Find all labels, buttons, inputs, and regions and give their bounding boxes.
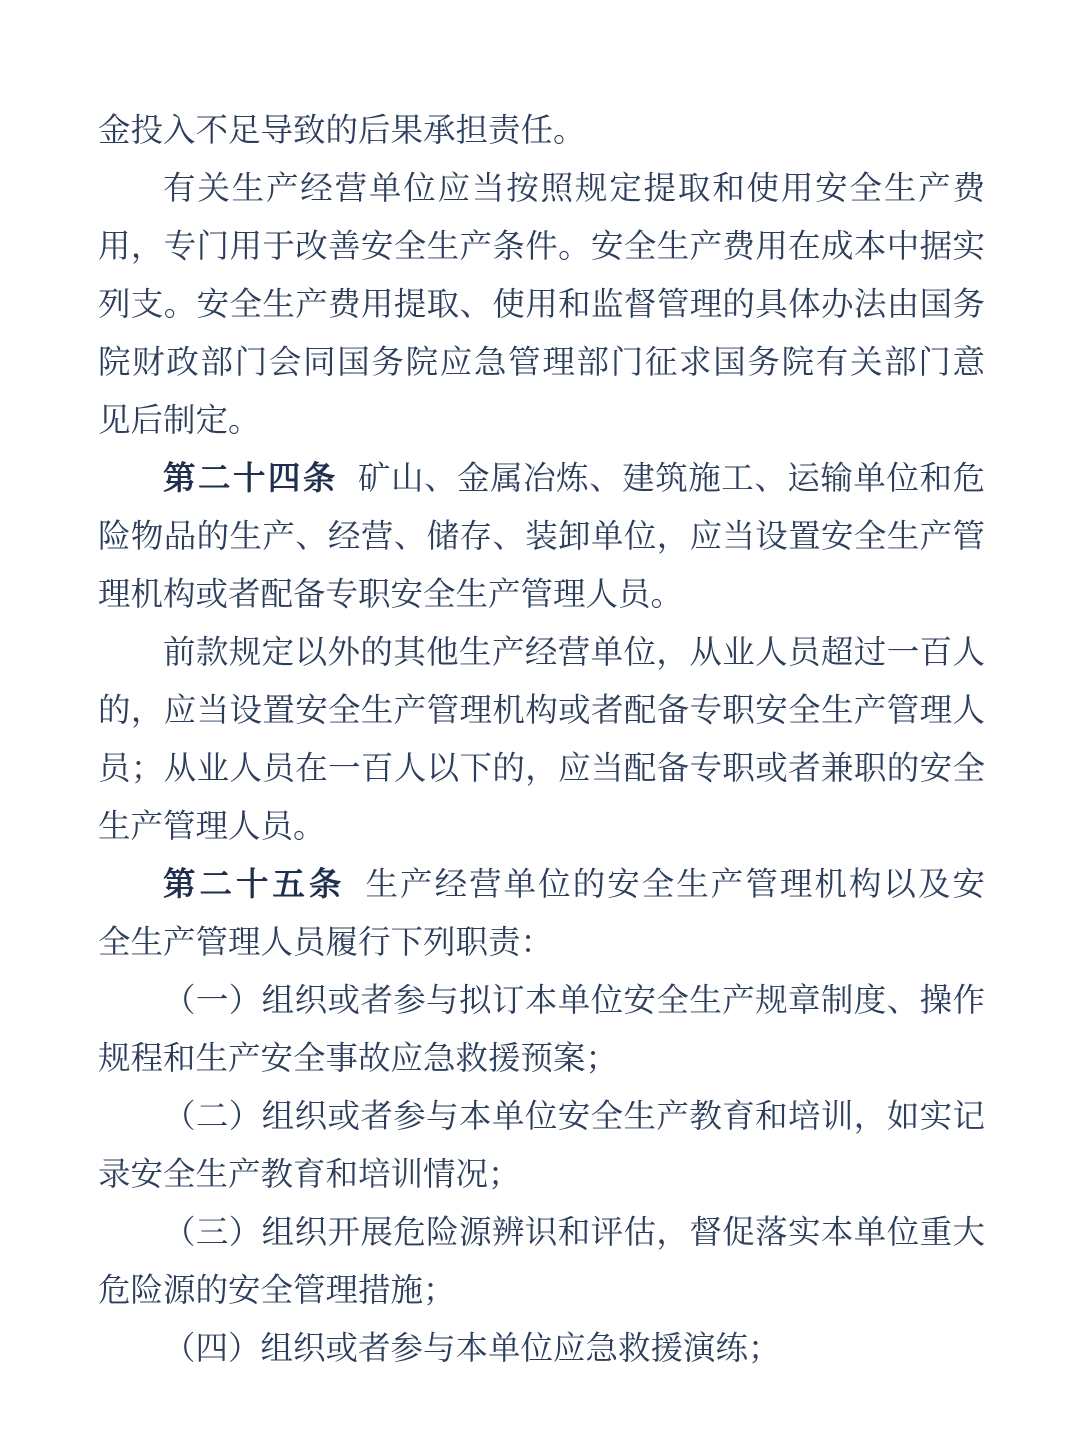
text-line [98,449,985,507]
text-line: 前款规定以外的其他生产经营单位，从业人员超过一百人 [163,633,985,671]
paragraph [98,159,985,449]
paragraph [98,855,985,971]
text-line: （四）组织或者参与本单位应急救援演练； [163,1329,781,1367]
paragraph [98,101,985,159]
text-line [98,855,985,913]
text-line: （三）组织开展危险源辨识和评估，督促落实本单位重大 [163,1213,985,1251]
paragraph [98,1203,985,1319]
text-line: 有关生产经营单位应当按照规定提取和使用安全生产费 [163,169,985,207]
paragraph [98,623,985,855]
text-line: 全生产管理人员履行下列职责： [98,923,554,961]
text-line: （一）组织或者参与拟订本单位安全生产规章制度、操作 [163,981,985,1019]
document-body [98,101,985,1377]
article-number: 第二十四条 [163,459,338,497]
article-first-line-text: 矿山、金属冶炼、建筑施工、运输单位和危 [358,459,985,497]
text-line: 列支。安全生产费用提取、使用和监督管理的具体办法由国务 [98,285,985,323]
text-line: 用，专门用于改善安全生产条件。安全生产费用在成本中据实 [98,227,985,265]
text-line: 金投入不足导致的后果承担责任。 [98,111,586,149]
article-number: 第二十五条 [163,865,346,903]
text-line: 规程和生产安全事故应急救援预案； [98,1039,619,1077]
paragraph [98,971,985,1087]
text-line: 理机构或者配备专职安全生产管理人员。 [98,575,684,613]
text-line: 危险源的安全管理措施； [98,1271,456,1309]
text-line: 院财政部门会同国务院应急管理部门征求国务院有关部门意 [98,343,985,381]
text-line: （二）组织或者参与本单位安全生产教育和培训，如实记 [163,1097,985,1135]
article-first-line-text: 生产经营单位的安全生产管理机构以及安 [365,865,985,903]
text-line: 录安全生产教育和培训情况； [98,1155,521,1193]
text-line: 生产管理人员。 [98,807,326,845]
paragraph [98,1087,985,1203]
paragraph [98,1319,985,1377]
text-line: 见后制定。 [98,401,261,439]
text-line: 险物品的生产、经营、储存、装卸单位，应当设置安全生产管 [98,517,985,555]
paragraph [98,449,985,623]
text-line: 的，应当设置安全生产管理机构或者配备专职安全生产管理人 [98,691,985,729]
text-line: 员；从业人员在一百人以下的，应当配备专职或者兼职的安全 [98,749,985,787]
